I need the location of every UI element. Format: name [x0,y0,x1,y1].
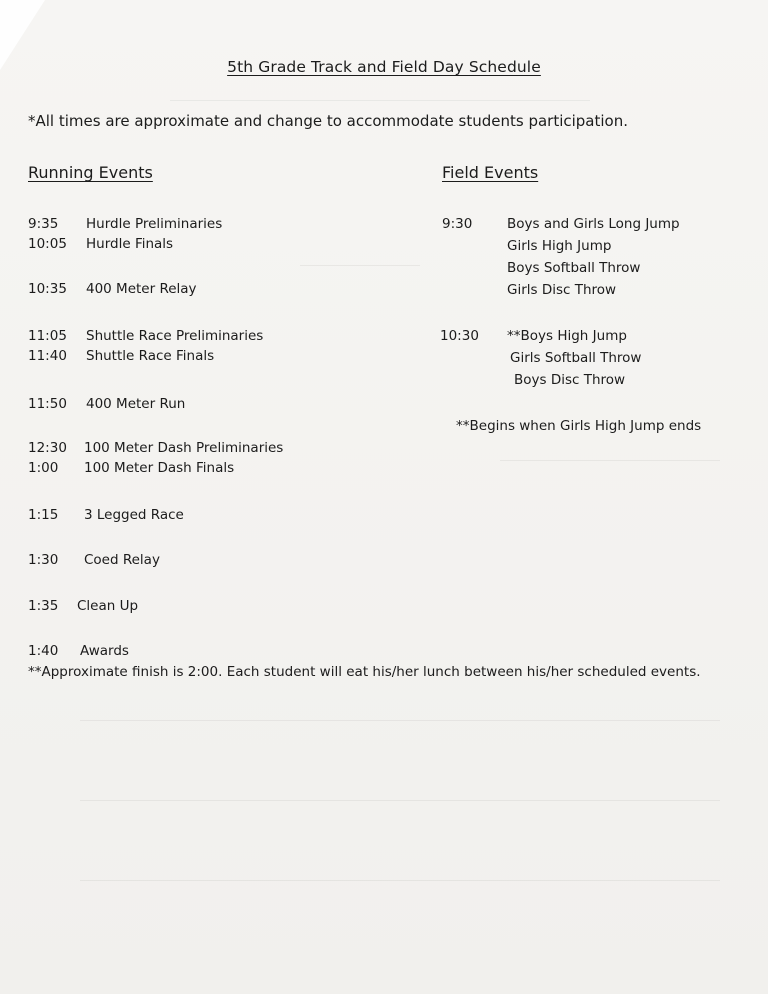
field-event-item: Girls Disc Throw [507,282,617,298]
event-name: Coed Relay [84,552,160,568]
event-time: 1:00 [28,460,59,476]
running-events-heading: Running Events [28,163,153,182]
bleed-through-line [170,100,590,101]
event-time: 1:15 [28,507,59,523]
event-time: 9:35 [28,216,59,232]
event-name: Shuttle Race Preliminaries [86,328,264,344]
event-name: Shuttle Race Finals [86,348,215,364]
field-event-item: Girls High Jump [507,238,612,254]
bleed-through-line [300,265,420,266]
event-time: 11:40 [28,348,67,364]
field-group-time: 9:30 [442,216,473,232]
event-time: 1:35 [28,598,59,614]
event-name: Clean Up [77,598,139,614]
field-event-item: Boys Softball Throw [507,260,641,276]
finish-time-note: **Approximate finish is 2:00. Each student will eat his/her lunch between his/her scheduled events. [28,664,701,680]
approximate-times-note: *All times are approximate and change to accommodate students participation. [28,112,628,130]
event-name: 3 Legged Race [84,507,184,523]
field-event-item: Boys and Girls Long Jump [507,216,680,232]
event-name: Awards [80,643,129,659]
high-jump-footnote: **Begins when Girls High Jump ends [456,418,702,434]
field-event-item: Boys Disc Throw [514,372,626,388]
event-time: 1:40 [28,643,59,659]
field-events-heading: Field Events [442,163,539,182]
event-name: 100 Meter Dash Finals [84,460,235,476]
event-name: Hurdle Finals [86,236,174,252]
event-name: Hurdle Preliminaries [86,216,223,232]
field-event-item: Girls Softball Throw [510,350,642,366]
bleed-through-line [80,800,720,801]
event-time: 11:50 [28,396,67,412]
bleed-through-line [500,460,720,461]
event-time: 12:30 [28,440,67,456]
bleed-through-line [80,880,720,881]
bleed-through-line [80,720,720,721]
event-time: 1:30 [28,552,59,568]
event-time: 10:35 [28,281,67,297]
event-name: 400 Meter Run [86,396,186,412]
field-group-time: 10:30 [440,328,479,344]
page-title: 5th Grade Track and Field Day Schedule [227,58,541,76]
event-time: 10:05 [28,236,67,252]
event-name: 400 Meter Relay [86,281,197,297]
event-time: 11:05 [28,328,67,344]
field-event-item: **Boys High Jump [507,328,627,344]
event-name: 100 Meter Dash Preliminaries [84,440,284,456]
